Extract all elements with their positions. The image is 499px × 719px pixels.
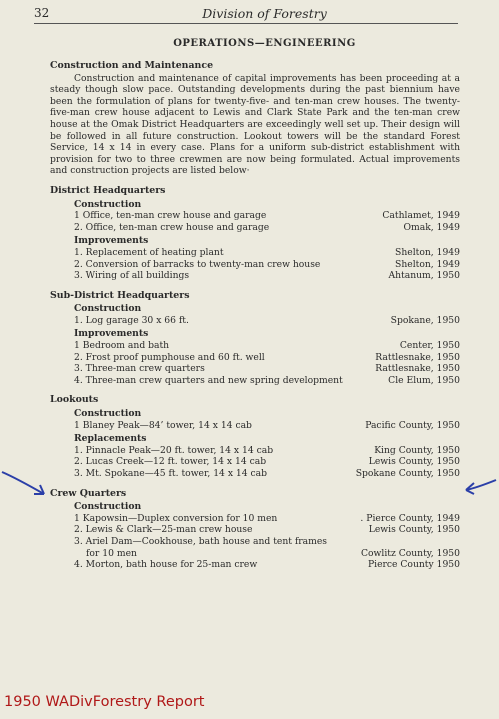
- section-title: OPERATIONS—ENGINEERING: [173, 38, 356, 49]
- report-caption: 1950 WADivForestry Report: [4, 694, 205, 710]
- list-item: 3. Three-man crew quarters Rattlesnake, 1950: [74, 363, 460, 375]
- list-item: 1. Replacement of heating plant Shelton, 1949: [74, 246, 460, 258]
- list-item: 3. Ariel Dam—Cookhouse, bath house and tent frames: [74, 535, 328, 547]
- subheading-improvements: Improvements: [74, 235, 149, 247]
- list-item-continuation: for 10 men Cowlitz County, 1950: [86, 547, 460, 559]
- left-arrow-icon: [0, 468, 50, 502]
- heading-district-hq: District Headquarters: [50, 184, 166, 196]
- list-item: 2. Office, ten-man crew house and garage Omak, 1949: [74, 221, 460, 233]
- heading-construction-maintenance: Construction and Maintenance: [50, 60, 214, 71]
- list-item: 4. Morton, bath house for 25-man crew Pierce County 1950: [74, 559, 460, 571]
- content: [50, 60, 460, 571]
- list-item: 1 Bedroom and bath Center, 1950: [74, 340, 460, 352]
- list-item: 4. Three-man crew quarters and new spring development Cle Elum, 1950: [74, 374, 460, 386]
- running-title: Division of Forestry: [202, 6, 327, 21]
- header-rule: [34, 23, 458, 24]
- list-item: 1. Log garage 30 x 66 ft. Spokane, 1950: [74, 314, 460, 326]
- list-item: 2. Conversion of barracks to twenty-man crew house Shelton, 1949: [74, 258, 460, 270]
- subheading-construction: Construction: [74, 501, 142, 513]
- subheading-replacements: Replacements: [74, 433, 147, 445]
- list-item: 1 Kapowsin—Duplex conversion for 10 men . Pierce County, 1949: [74, 512, 460, 524]
- list-item-highlighted: 1 Blaney Peak—84’ tower, 14 x 14 cab Pacific County, 1950: [74, 419, 460, 431]
- heading-crew-quarters: Crew Quarters: [50, 487, 127, 499]
- list-item: 3. Mt. Spokane—45 ft. tower, 14 x 14 cab Spokane County, 1950: [74, 468, 460, 479]
- heading-sub-district-hq: Sub-District Headquarters: [50, 289, 190, 301]
- subheading-construction: Construction: [74, 408, 142, 420]
- page-number: 32: [34, 6, 50, 20]
- list-item: 2. Frost proof pumphouse and 60 ft. well Rattlesnake, 1950: [74, 351, 460, 363]
- list-item: 3. Wiring of all buildings Ahtanum, 1950: [74, 270, 460, 282]
- subheading-construction: Construction: [74, 303, 142, 315]
- list-item: 1 Office, ten-man crew house and garage Cathlamet, 1949: [74, 210, 460, 222]
- list-item: 2. Lewis & Clark—25-man crew house Lewis County, 1950: [74, 524, 460, 536]
- subheading-construction: Construction: [74, 198, 142, 210]
- subheading-improvements: Improvements: [74, 328, 149, 340]
- list-item: 2. Lucas Creek—12 ft. tower, 14 x 14 cab Lewis County, 1950: [74, 456, 460, 468]
- running-header: [0, 6, 499, 22]
- heading-lookouts: Lookouts: [50, 394, 99, 406]
- list-item: 1. Pinnacle Peak—20 ft. tower, 14 x 14 cab King County, 1950: [74, 444, 460, 456]
- intro-paragraph: Construction and maintenance of capital improvements has been proceeding at a steady though slow pace. Outstanding developments during the past biennium have been the formulation of plans for twenty-five- and ten-man crew houses. The twenty-five-man crew house adjacent to Lewis and Clark State Park and the ten-man crew house at the Omak District Headquarters are exceedingly well set up. Their design will be followed in all future construction. Lookout towers will be the standard Forest Service, 14 x 14 in every case. Plans for a uniform sub-district establishment with provision for two to three crewmen are now being formulated. Actual improvements and construction projects are listed below·: [50, 72, 460, 177]
- right-arrow-icon: [462, 474, 498, 496]
